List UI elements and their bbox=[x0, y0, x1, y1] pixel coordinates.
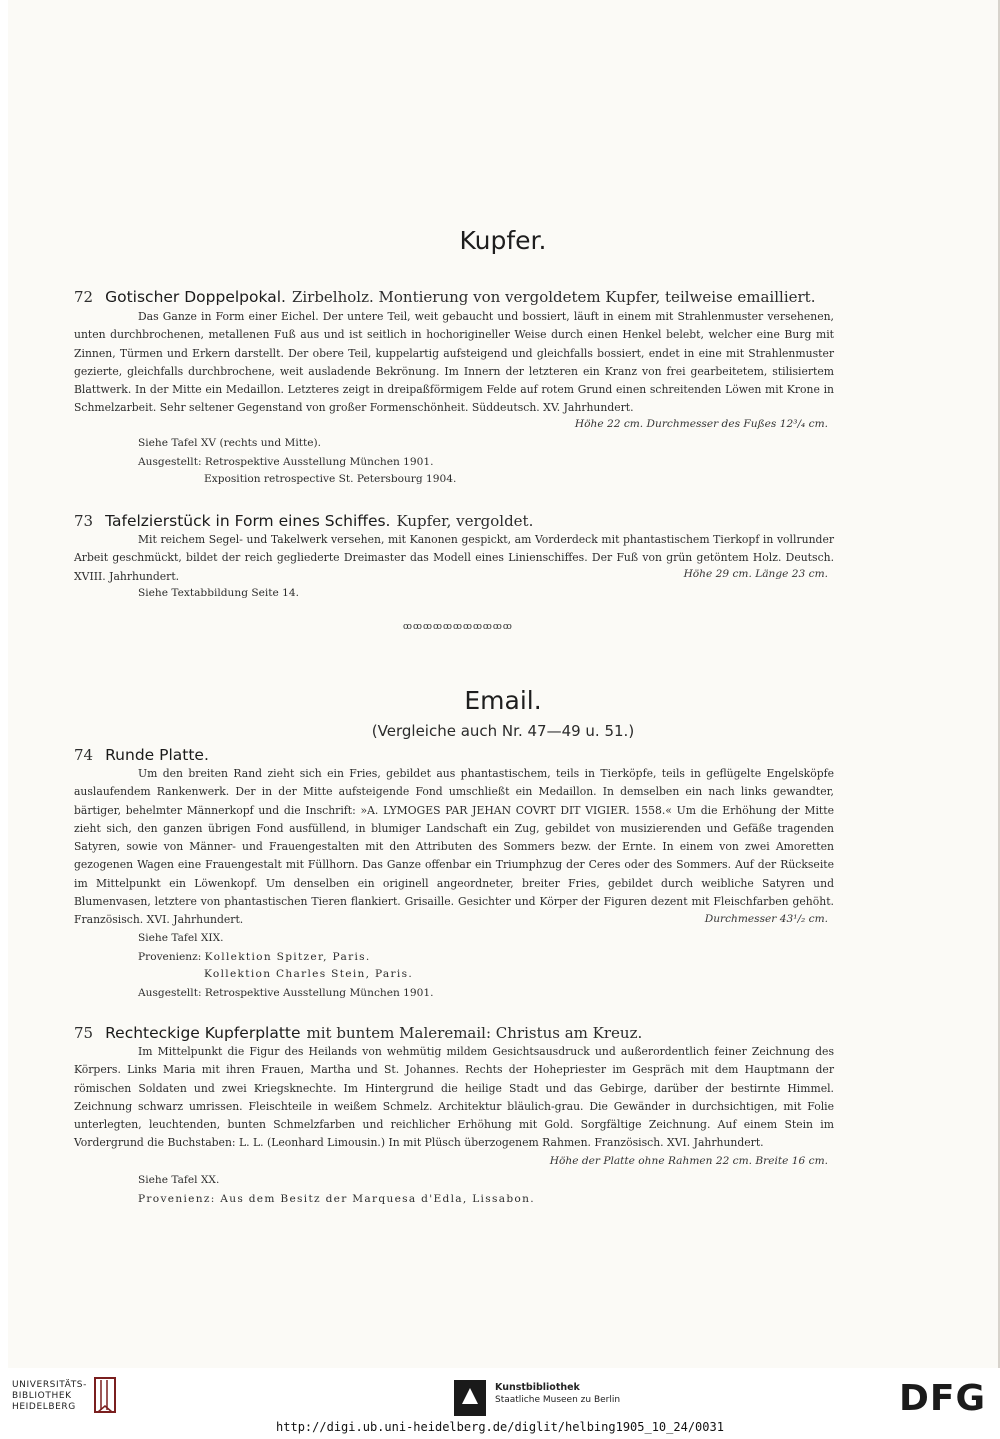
kb-line-1: Kunstbibliothek bbox=[495, 1382, 580, 1393]
entry-material: mit buntem Maleremail: Christus am Kreuz. bbox=[306, 1024, 643, 1042]
entry-75-plate-ref: Siehe Tafel XX. bbox=[138, 1174, 220, 1186]
entry-number: 73 bbox=[74, 512, 94, 530]
entry-73-measurements: Höhe 29 cm. Länge 23 cm. bbox=[683, 568, 828, 580]
entry-73-description: Mit reichem Segel- und Takelwerk versehen, mit Kanonen gespickt, am Vorderdeck mit phantastischem Tierkopf in vollrunder Arbeit geschmückt, bildet der reich gegliederte Dreimaster das Modell eines Linienschiffes. Der Fuß von grün getöntem Holz. Deutsch. XVIII. Jahrhundert. bbox=[74, 533, 834, 583]
uni-heidelberg-label bbox=[12, 1380, 87, 1413]
entry-72-measurements: Höhe 22 cm. Durchmesser des Fußes 12³/₄ cm. bbox=[574, 418, 828, 430]
entry-74-measurements: Durchmesser 43¹/₂ cm. bbox=[704, 913, 828, 925]
decorative-ornament-divider: ꝏꝏꝏꝏꝏꝏꝏꝏꝏꝏꝏ bbox=[403, 622, 513, 632]
entry-75-provenance: Provenienz: Aus dem Besitz der Marquesa d'Edla, Lissabon. bbox=[138, 1193, 535, 1205]
entry-73-figure-ref: Siehe Textabbildung Seite 14. bbox=[138, 587, 300, 599]
section-heading-email: Email. bbox=[464, 686, 542, 715]
entry-74-provenance-1 bbox=[138, 951, 371, 963]
entry-74-provenance-2: Kollektion Charles Stein, Paris. bbox=[204, 968, 414, 980]
compare-note: (Vergleiche auch Nr. 47—49 u. 51.) bbox=[371, 722, 635, 740]
entry-title: Tafelzierstück in Form eines Schiffes. bbox=[105, 512, 391, 530]
uni-line-3: HEIDELBERG bbox=[12, 1402, 76, 1412]
kunstbibliothek-label bbox=[495, 1382, 620, 1406]
entry-72-exhibited-2: Exposition retrospective St. Petersbourg 1904. bbox=[204, 473, 457, 485]
uni-line-1: UNIVERSITÄTS- bbox=[12, 1380, 87, 1390]
entry-title: Rechteckige Kupferplatte bbox=[105, 1024, 301, 1042]
document-page bbox=[8, 0, 1000, 1368]
entry-72-title-line bbox=[74, 287, 815, 306]
exhibited-label: Ausgestellt: bbox=[138, 456, 202, 468]
entry-72-plate-ref: Siehe Tafel XV (rechts und Mitte). bbox=[138, 437, 322, 449]
section-heading-kupfer: Kupfer. bbox=[459, 226, 547, 255]
entry-72-description: Das Ganze in Form einer Eichel. Der untere Teil, weit gebaucht und bossiert, läuft in einem mit Strahlenmuster versehenen, unten durchbrochenen, metallenen Fuß aus und ist seitlich in hochorigineller Weise durch einen Henkel belebt, welcher eine Burg mit Zinnen, Türmen und Erkern darstellt. Der obere Teil, kuppelartig aufsteigend und gleichfalls bossiert, endet in eine mit Strahlenmuster gezierte, gleichfalls durchbrochene, weit ausladende Bekrönung. Im Innern der letzteren ein Kranz von frei gearbeitetem, stilisiertem Blattwerk. In der Mitte ein Medaillon. Letzteres zeigt in dreipaßförmigem Felde auf rotem Grund einen schreitenden Löwen mit Krone in Schmelzarbeit. Sehr seltener Gegenstand von großer Formenschönheit. Süddeutsch. XV. Jahrhundert. bbox=[74, 310, 834, 415]
dfg-logo: DFG bbox=[898, 1378, 986, 1419]
uni-line-2: BIBLIOTHEK bbox=[12, 1391, 72, 1401]
entry-74-description: Um den breiten Rand zieht sich ein Fries, gebildet aus phantastischem, teils in Tierköpfe, teils in geflügelte Engelsköpfe auslaufendem Rankenwerk. Der in der Mitte aufsteigende Fond umschließt ein Medaillon. In demselben ein nach links gewandter, bärtiger, behelmter Männerkopf und die Inschrift: »A. LYMOGES PAR JEHAN COVRT DIT VIGIER. 1558.« Um die Erhöhung der Mitte zieht sich, den ganzen übrigen Fond ausfüllend, in blumiger Landschaft ein Zug, gebildet von musizierenden und Gefäße tragenden Satyren, sowie von Männer- und Frauengestalten mit den Attributen des Sommers bezw. der Ernte. In einem von zwei Amoretten gezogenen Wagen eine Frauengestalt mit Füllhorn. Das Ganze offenbar ein Triumphzug der Ceres oder des Sommers. Auf der Rückseite im Mittelpunkt ein Löwenkopf. Um denselben ein originell angeordneter, breiter Fries, gebildet durch weibliche Satyren und Blumenvasen, letztere von phantastischen Tieren flankiert. Grisaille. Gesichter und Körper der Figuren dezent mit Fleischfarben gehöht. Französisch. XVI. Jahrhundert. bbox=[74, 767, 834, 927]
entry-75-title-line bbox=[74, 1023, 642, 1042]
entry-number: 72 bbox=[74, 288, 94, 306]
kb-line-2: Staatliche Museen zu Berlin bbox=[495, 1395, 621, 1405]
provenance-value: Kollektion Spitzer, Paris. bbox=[204, 951, 371, 963]
footer-bar bbox=[0, 1368, 1000, 1439]
entry-73-title-line bbox=[74, 511, 533, 530]
provenance-label: Provenienz: bbox=[138, 951, 202, 963]
entry-72-exhibited-1 bbox=[138, 456, 434, 468]
heidelberg-seal-icon bbox=[92, 1376, 120, 1420]
entry-74-plate-ref: Siehe Tafel XIX. bbox=[138, 932, 224, 944]
entry-74-title-line bbox=[74, 745, 215, 764]
exhibited-value: Retrospektive Ausstellung München 1901. bbox=[204, 456, 434, 468]
entry-74-exhibited: Ausgestellt: Retrospektive Ausstellung München 1901. bbox=[138, 987, 434, 999]
kunstbibliothek-logo-icon bbox=[454, 1380, 486, 1420]
entry-material: Zirbelholz. Montierung von vergoldetem Kupfer, teilweise emailliert. bbox=[291, 288, 816, 306]
entry-title: Runde Platte. bbox=[105, 746, 209, 764]
entry-title: Gotischer Doppelpokal. bbox=[105, 288, 286, 306]
entry-number: 74 bbox=[74, 746, 94, 764]
entry-material: Kupfer, vergoldet. bbox=[396, 512, 534, 530]
entry-75-description: Im Mittelpunkt die Figur des Heilands von wehmütig mildem Gesichtsausdruck und außerordentlich feiner Zeichnung des Körpers. Links Maria mit ihren Frauen, Martha und St. Johannes. Rechts der Hohepriester im Gespräch mit dem Hauptmann der römischen Soldaten und zwei Kriegsknechte. Im Hintergrund die heilige Stadt und das Gebirge, darüber der bestirnte Himmel. Zeichnung schwarz umrissen. Fleischteile in weißem Schmelz. Architektur bläulich-grau. Die Gewänder in durchsichtigen, mit Folie unterlegten, leuchtenden, bunten Schmelzfarben und reichlicher Erhöhung mit Gold. Sorgfältige Zeichnung. Auf einem Stein im Vordergrund die Buchstaben: L. L. (Leonhard Limousin.) In mit Plüsch überzogenem Rahmen. Französisch. XVI. Jahrhundert. bbox=[74, 1045, 834, 1150]
page-url-link[interactable]: http://digi.ub.uni-heidelberg.de/diglit/helbing1905_10_24/0031 bbox=[276, 1420, 724, 1434]
entry-number: 75 bbox=[74, 1024, 94, 1042]
entry-75-measurements: Höhe der Platte ohne Rahmen 22 cm. Breite 16 cm. bbox=[549, 1155, 828, 1167]
